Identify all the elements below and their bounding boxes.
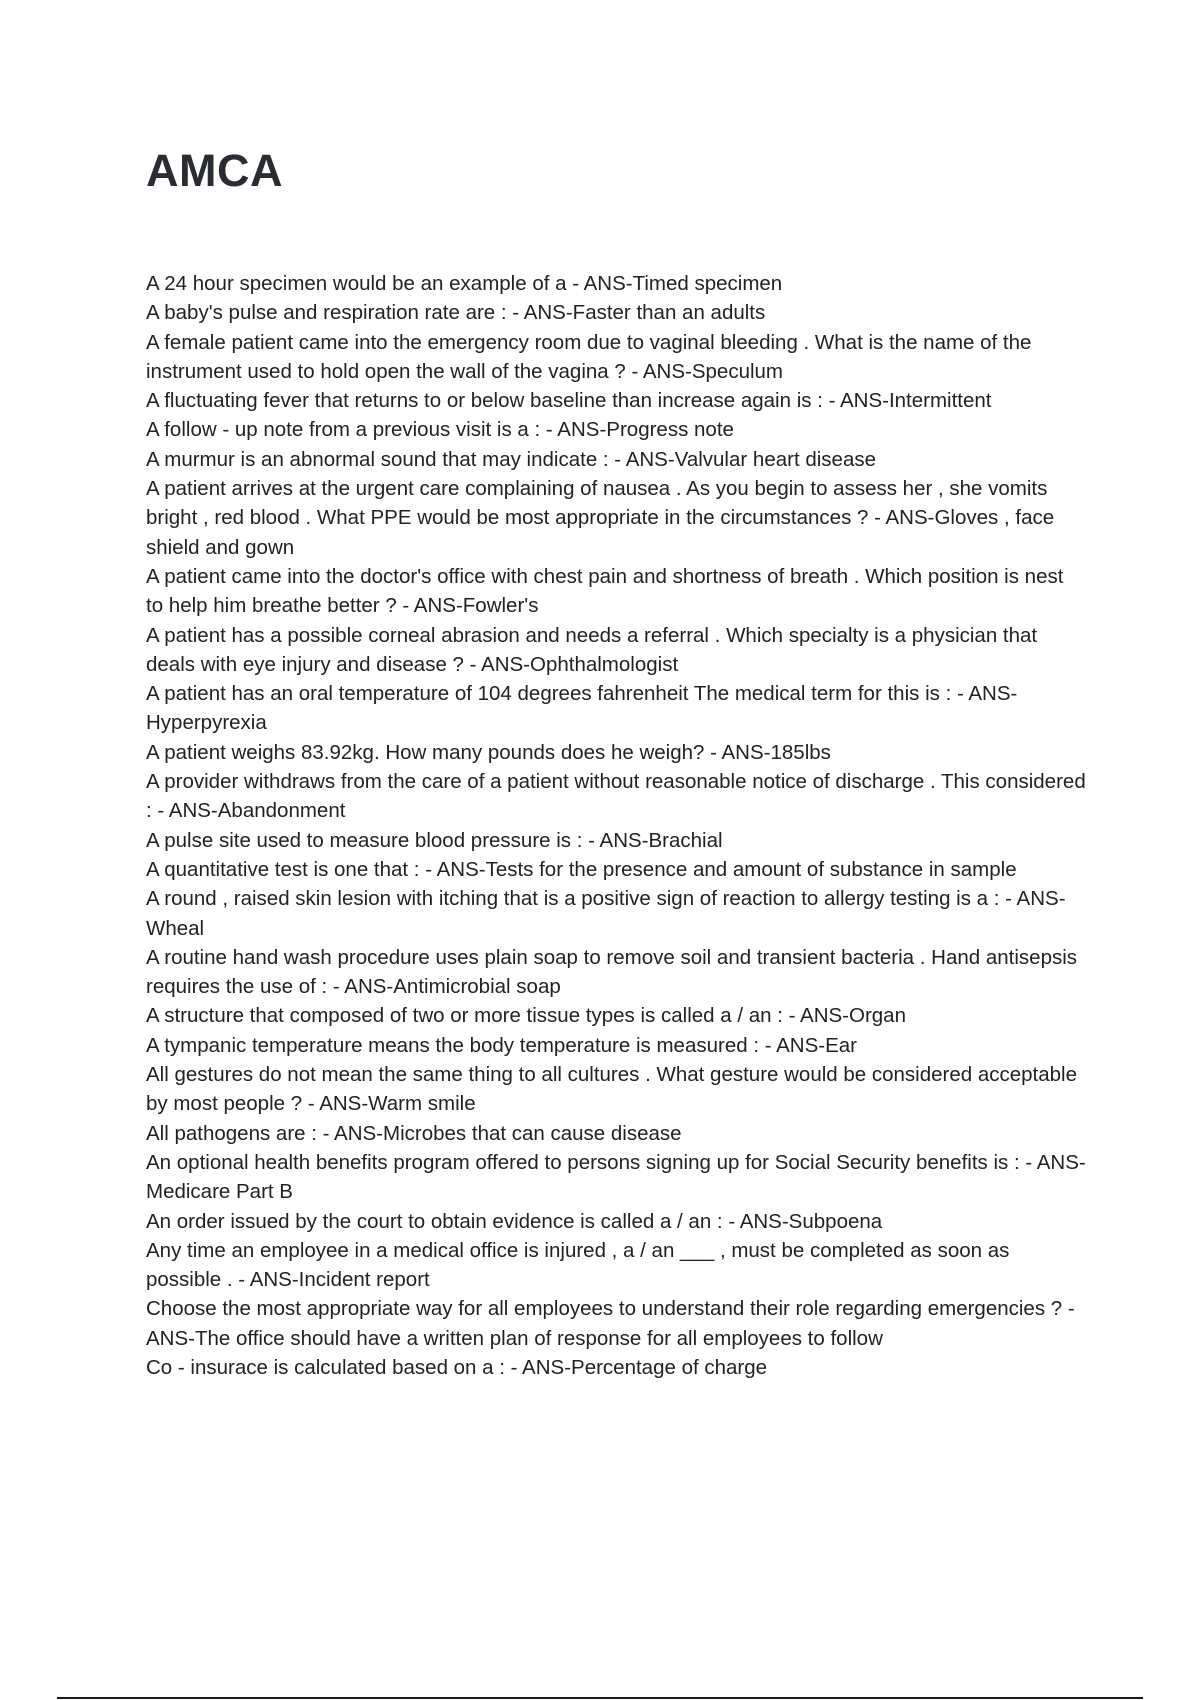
qa-entry: Any time an employee in a medical office is injured , a / an ___ , must be completed as soon as possible . - ANS-Incident report bbox=[146, 1238, 1010, 1292]
qa-entry: A patient has an oral temperature of 104 degrees fahrenheit The medical term for this is : - ANS-Hyperpyrexia bbox=[146, 682, 1018, 735]
qa-entry: A follow - up note from a previous visit is a : - ANS-Progress note bbox=[146, 418, 734, 442]
qa-entry: A patient came into the doctor's office with chest pain and shortness of breath . Which position is nest to help him breathe better ? - ANS-Fowler's bbox=[146, 564, 1064, 618]
qa-entry: All gestures do not mean the same thing to all cultures . What gesture would be considered acceptable by most people ? - ANS-Warm smile bbox=[146, 1063, 1078, 1116]
qa-entry: An optional health benefits program offered to persons signing up for Social Security benefits is : - ANS-Medicare Part B bbox=[146, 1150, 1086, 1204]
qa-entry: A murmur is an abnormal sound that may indicate : - ANS-Valvular heart disease bbox=[146, 447, 876, 471]
document-title: AMCA bbox=[146, 145, 283, 196]
qa-entry: All pathogens are : - ANS-Microbes that can cause disease bbox=[146, 1121, 682, 1145]
qa-entry: A tympanic temperature means the body temperature is measured : - ANS-Ear bbox=[146, 1033, 857, 1057]
qa-entry: A structure that composed of two or more tissue types is called a / an : - ANS-Organ bbox=[146, 1004, 906, 1028]
qa-list bbox=[146, 269, 1086, 1382]
qa-entry: A quantitative test is one that : - ANS-Tests for the presence and amount of substance in sample bbox=[146, 857, 1017, 881]
qa-entry: A pulse site used to measure blood pressure is : - ANS-Brachial bbox=[146, 828, 723, 852]
qa-entry: A patient arrives at the urgent care complaining of nausea . As you begin to assess her , she vomits bright , red blood . What PPE would be most appropriate in the circumstances ? - ANS-Gloves , face shield and gown bbox=[146, 477, 1055, 559]
qa-entry: A provider withdraws from the care of a patient without reasonable notice of discharge . This considered : - ANS-Abandonment bbox=[146, 770, 1086, 823]
qa-entry: A baby's pulse and respiration rate are : - ANS-Faster than an adults bbox=[146, 301, 766, 325]
qa-entry: A 24 hour specimen would be an example of a - ANS-Timed specimen bbox=[146, 272, 783, 295]
qa-entry: A routine hand wash procedure uses plain soap to remove soil and transient bacteria . Hand antisepsis requires the use of : - ANS-Antimicrobial soap bbox=[146, 945, 1078, 999]
qa-entry: A round , raised skin lesion with itching that is a positive sign of reaction to allergy testing is a : - ANS-Wheal bbox=[146, 887, 1066, 940]
qa-entry: A patient weighs 83.92kg. How many pounds does he weigh? - ANS-185lbs bbox=[146, 740, 831, 764]
qa-entry: A fluctuating fever that returns to or below baseline than increase again is : - ANS-Intermittent bbox=[146, 389, 992, 413]
qa-entry: Choose the most appropriate way for all employees to understand their role regarding emergencies ? - ANS-The office should have a written plan of response for all employees to follow bbox=[146, 1297, 1075, 1350]
qa-entry: An order issued by the court to obtain evidence is called a / an : - ANS-Subpoena bbox=[146, 1209, 883, 1233]
page-bottom-divider bbox=[57, 1697, 1143, 1699]
qa-entry: Co - insurace is calculated based on a : - ANS-Percentage of charge bbox=[146, 1355, 768, 1379]
qa-entry: A patient has a possible corneal abrasion and needs a referral . Which specialty is a physician that deals with eye injury and disease ? - ANS-Ophthalmologist bbox=[146, 623, 1038, 676]
qa-entry: A female patient came into the emergency room due to vaginal bleeding . What is the name of the instrument used to hold open the wall of the vagina ? - ANS-Speculum bbox=[146, 330, 1032, 383]
